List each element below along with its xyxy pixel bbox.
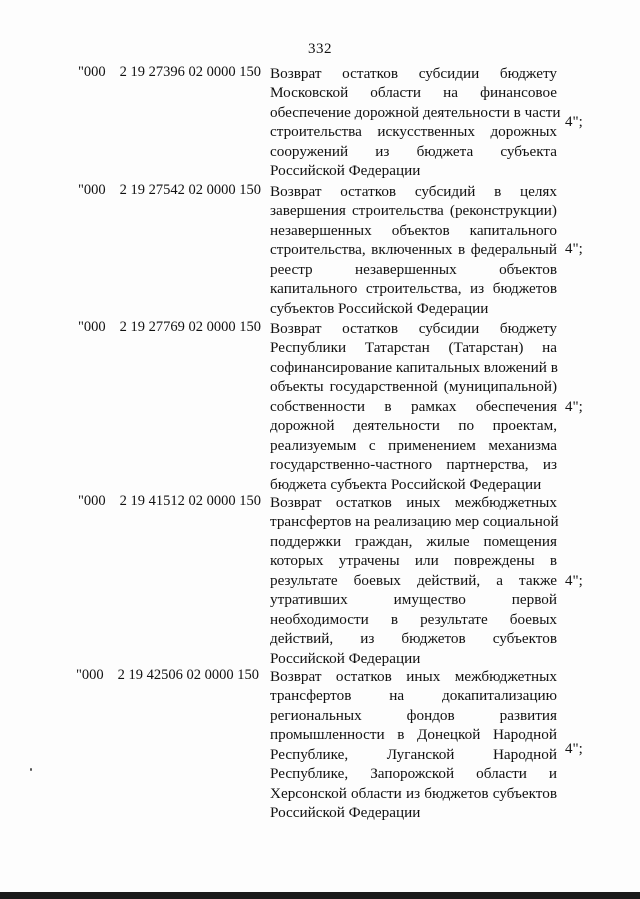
description-line: собственности в рамках обеспечения bbox=[270, 397, 557, 415]
description-line: Республике, Запорожской области и bbox=[270, 765, 557, 783]
description-line: государственно-частного партнерства, из bbox=[270, 456, 557, 474]
description-line: объекты государственной (муниципальной) bbox=[270, 378, 557, 396]
classification-code bbox=[78, 319, 261, 336]
description-line: необходимости в результате боевых bbox=[270, 610, 557, 628]
classification-code bbox=[78, 64, 261, 81]
description-line: субъектов Российской Федерации bbox=[270, 299, 489, 317]
code-number: 2 19 27542 02 0000 150 bbox=[119, 182, 262, 198]
entry-description bbox=[270, 182, 557, 318]
classification-code bbox=[78, 182, 261, 199]
code-number: 2 19 41512 02 0000 150 bbox=[119, 493, 262, 509]
description-line: Возврат остатков субсидий в целях bbox=[270, 183, 557, 200]
description-line: Возврат остатков субсидии бюджету bbox=[270, 320, 557, 337]
description-line: строительства искусственных дорожных bbox=[270, 123, 557, 141]
entry-description bbox=[270, 319, 557, 494]
description-line: Возврат остатков иных межбюджетных bbox=[270, 668, 557, 685]
description-line: поддержки граждан, жилые помещения bbox=[270, 532, 557, 550]
code-number: 2 19 27769 02 0000 150 bbox=[119, 319, 262, 335]
scan-bottom-edge bbox=[0, 892, 640, 899]
description-line: действий, из бюджетов субъектов bbox=[270, 630, 557, 648]
code-number: 2 19 27396 02 0000 150 bbox=[119, 64, 262, 80]
description-line: Возврат остатков субсидии бюджету bbox=[270, 65, 557, 82]
description-line: реестр незавершенных объектов bbox=[270, 260, 557, 278]
entry-amount: 4"; bbox=[565, 114, 583, 130]
description-line: сооружений из бюджета субъекта bbox=[270, 142, 557, 160]
entry-description bbox=[270, 667, 557, 823]
description-line: незавершенных объектов капитального bbox=[270, 221, 557, 239]
description-line: Республики Татарстан (Татарстан) на bbox=[270, 339, 557, 357]
entry-amount: 4"; bbox=[565, 241, 583, 257]
code-prefix: "000 bbox=[78, 64, 106, 80]
description-line: реализуемым с применением механизма bbox=[270, 436, 557, 454]
description-line: капитального строительства, из бюджетов bbox=[270, 280, 557, 298]
scan-speck bbox=[30, 768, 32, 771]
classification-code bbox=[78, 493, 261, 510]
page-number: 332 bbox=[308, 41, 332, 57]
entry-amount: 4"; bbox=[565, 573, 583, 589]
description-line: Республике, Луганской Народной bbox=[270, 745, 557, 763]
description-line: результате боевых действий, а также bbox=[270, 571, 557, 589]
description-line: трансфертов на докапитализацию bbox=[270, 687, 557, 705]
description-line: региональных фондов развития bbox=[270, 706, 557, 724]
entry-amount: 4"; bbox=[565, 399, 583, 415]
description-line: которых утрачены или повреждены в bbox=[270, 552, 557, 570]
description-line: трансфертов на реализацию мер социальной bbox=[270, 513, 559, 531]
description-line: Российской Федерации bbox=[270, 649, 421, 667]
description-line: дорожной деятельности по проектам, bbox=[270, 417, 557, 435]
code-number: 2 19 42506 02 0000 150 bbox=[117, 667, 260, 683]
code-prefix: "000 bbox=[78, 319, 106, 335]
description-line: Московской области на финансовое bbox=[270, 84, 557, 102]
description-line: строительства, включенных в федеральный bbox=[270, 241, 557, 259]
description-line: обеспечение дорожной деятельности в части bbox=[270, 103, 561, 121]
description-line: софинансирование капитальных вложений в bbox=[270, 358, 558, 376]
entry-description bbox=[270, 493, 557, 668]
description-line: бюджета субъекта Российской Федерации bbox=[270, 475, 542, 493]
description-line: промышленности в Донецкой Народной bbox=[270, 726, 557, 744]
description-line: утративших имущество первой bbox=[270, 591, 557, 609]
description-line: Российской Федерации bbox=[270, 804, 421, 822]
description-line: Возврат остатков иных межбюджетных bbox=[270, 494, 557, 511]
code-prefix: "000 bbox=[78, 493, 106, 509]
description-line: Херсонской области из бюджетов субъектов bbox=[270, 784, 557, 802]
entry-description bbox=[270, 64, 561, 181]
classification-code bbox=[76, 667, 259, 684]
entry-amount: 4"; bbox=[565, 741, 583, 757]
description-line: завершения строительства (реконструкции) bbox=[270, 202, 557, 220]
code-prefix: "000 bbox=[78, 182, 106, 198]
description-line: Российской Федерации bbox=[270, 162, 421, 180]
code-prefix: "000 bbox=[76, 667, 104, 683]
